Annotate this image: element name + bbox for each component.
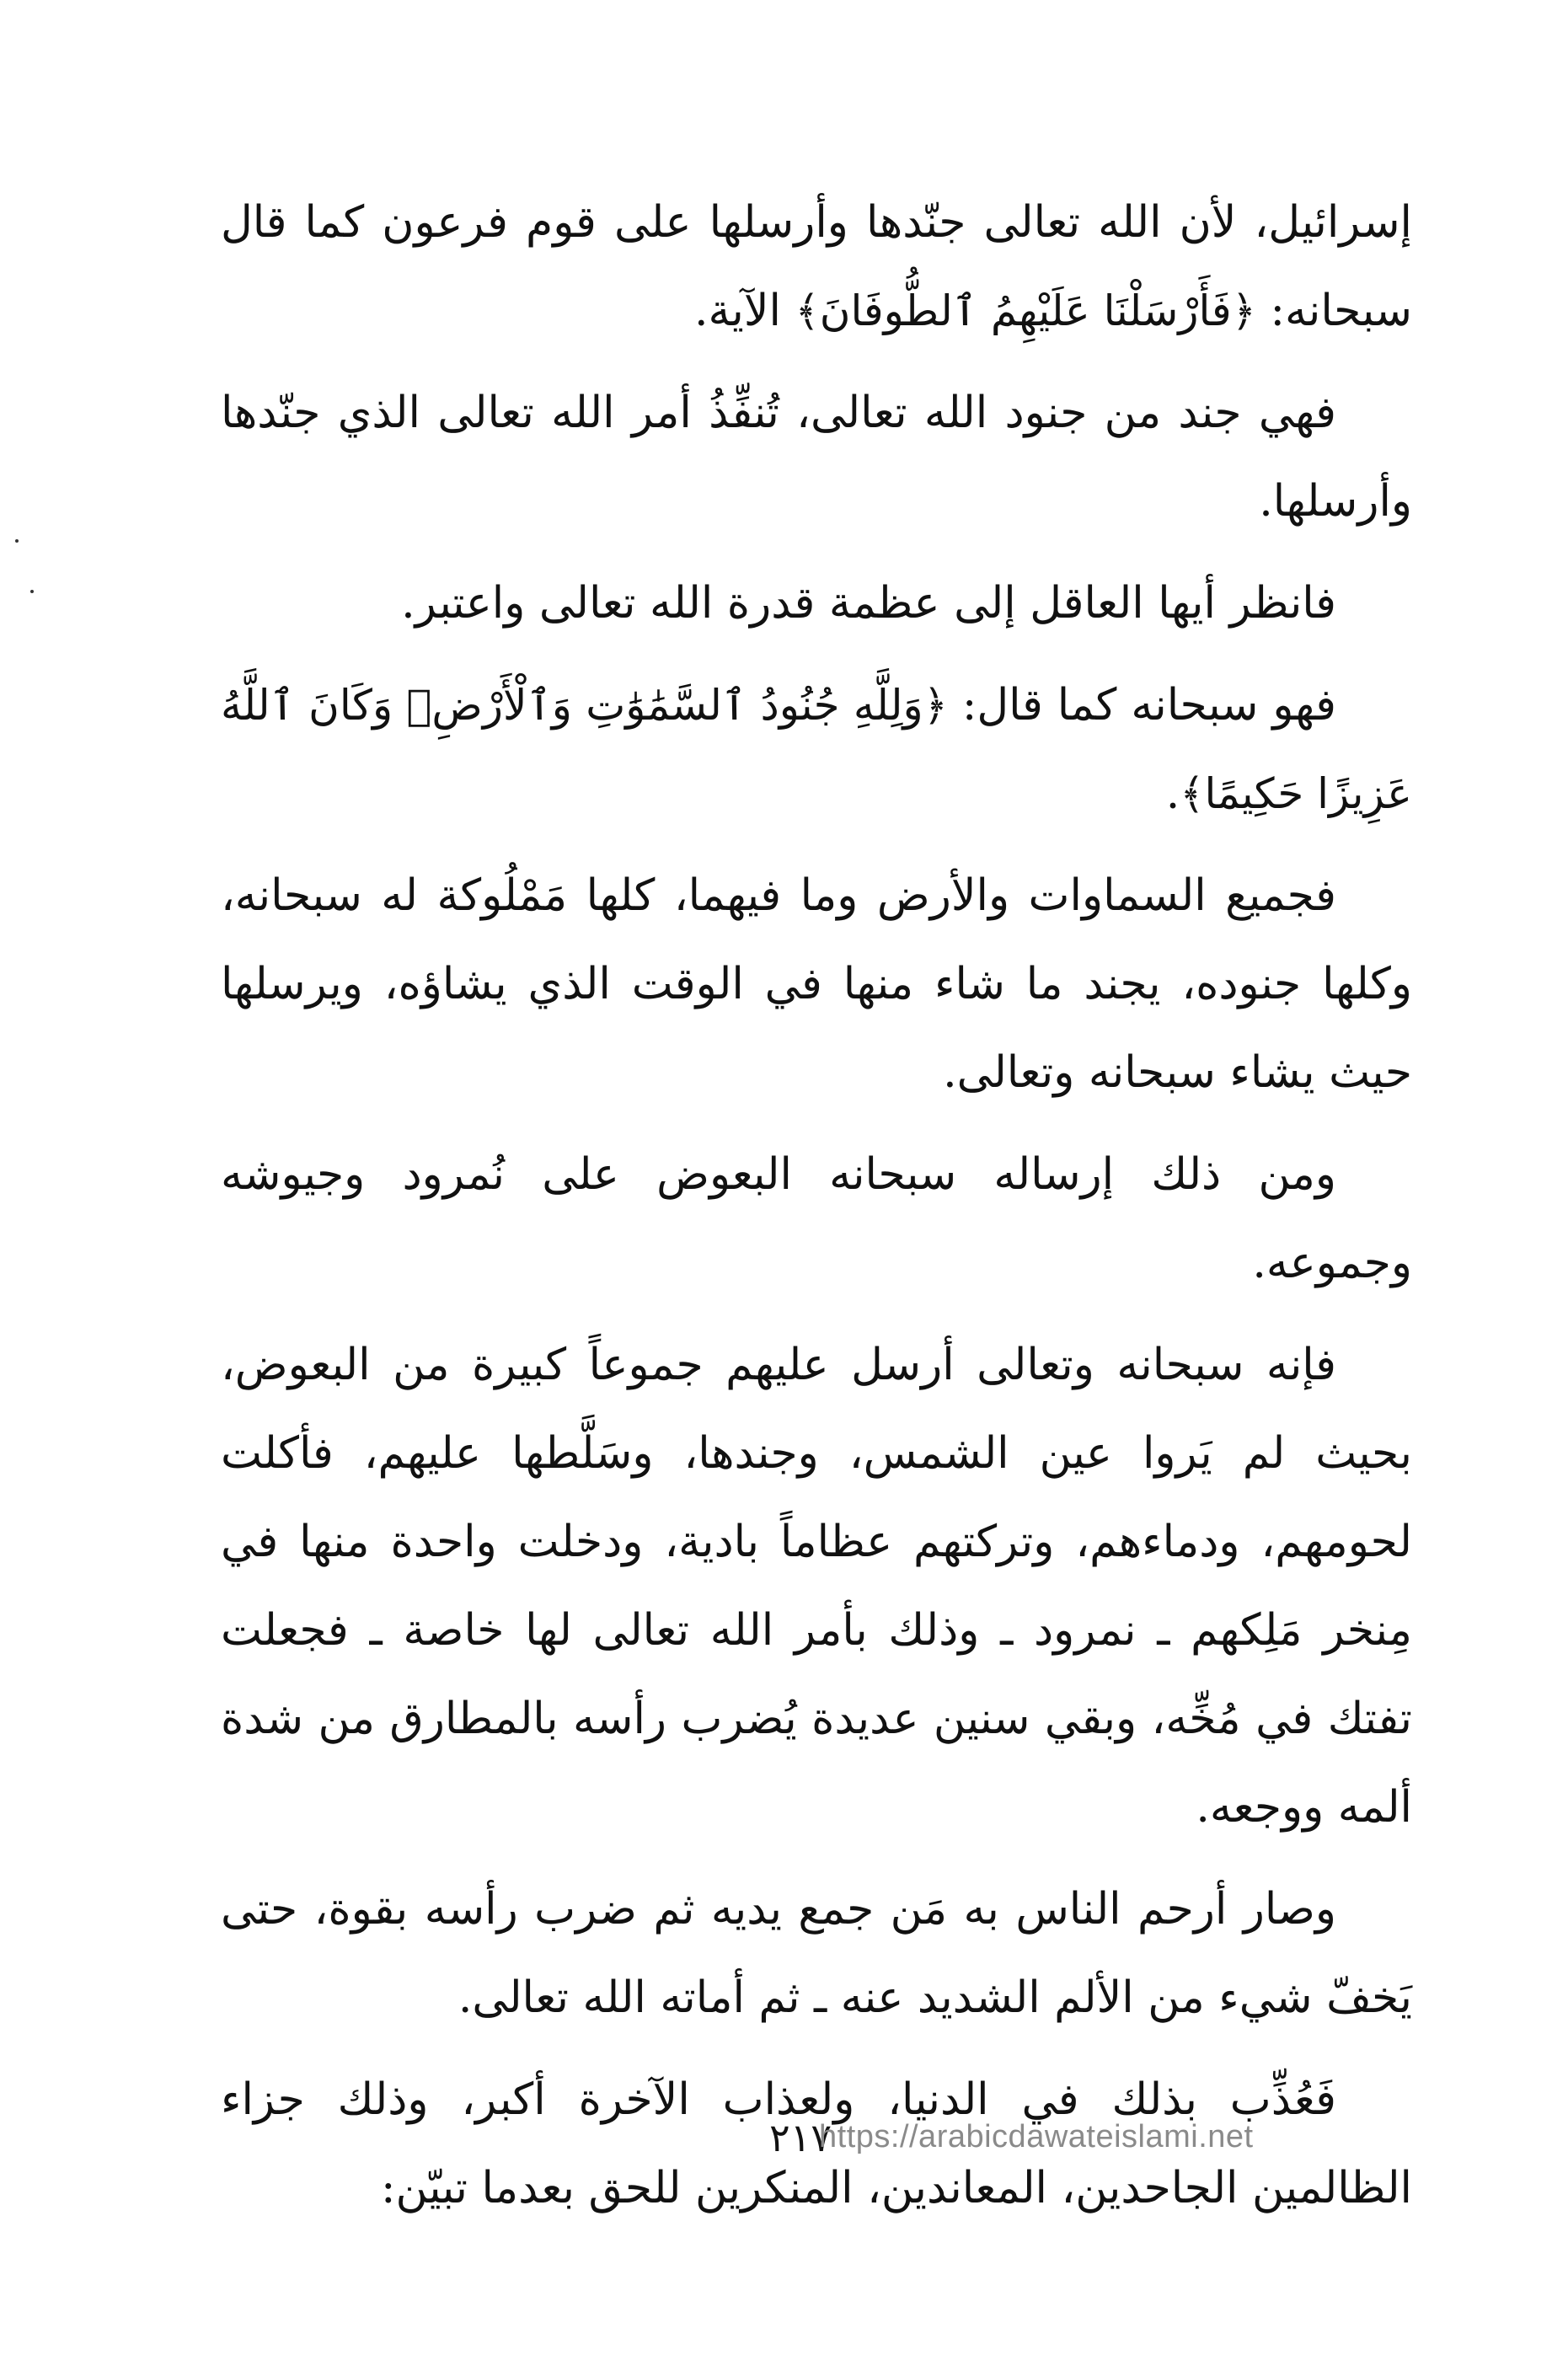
paragraph-8 [221,1865,1412,2042]
scan-speck [15,539,19,543]
page-number: ٢١٧ [768,2115,832,2160]
paragraph-2 [221,369,1412,546]
paragraph-1 [221,179,1412,356]
paragraph-text: فجميع السماوات والأرض وما فيهما، كلها مَمْلُوكة له سبحانه، وكلها جنوده، يجند ما شاء منها في الوقت الذي يشاؤه، ويرسلها حيث يشاء سبحانه وتعالى. [221,870,1412,1098]
paragraph-4 [221,661,1412,838]
paragraph-text: فهي جند من جنود الله تعالى، تُنفِّذُ أمر الله تعالى الذي جنّدها وأرسلها. [221,388,1412,527]
paragraph-text: فهو سبحانه كما قال: [947,680,1337,731]
paragraph-text: الآية. [693,286,795,336]
watermark-url: https://arabicdawateislami.net [819,2119,1254,2154]
paragraph-text: ومن ذلك إرساله سبحانه البعوض على نُمرود وجيوشه وجموعه. [221,1149,1412,1288]
quran-verse: ﴿وَلِلَّهِ جُنُودُ ٱلسَّمَٰوَٰتِ وَٱلْأَرْضِۚ وَكَانَ ٱللَّهُ عَزِيزًا حَكِيمًا﴾ [221,681,1412,818]
paragraph-5 [221,852,1412,1117]
paragraph-text: وصار أرحم الناس به مَن جمع يديه ثم ضرب رأسه بقوة، حتى يَخفّ شيء من الألم الشديد عنه ـ ثم أماته الله تعالى. [221,1884,1412,2023]
paragraph-text: إسرائيل، لأن الله تعالى جنّدها وأرسلها على قوم فرعون كما قال سبحانه: [221,197,1412,336]
paragraph-3 [221,559,1412,648]
quran-verse: ﴿فَأَرْسَلْنَا عَلَيْهِمُ ٱلطُّوفَانَ﴾ [795,286,1256,335]
scan-speck [30,590,34,593]
body-text [221,179,1412,2246]
paragraph-text: فإنه سبحانه وتعالى أرسل عليهم جموعاً كبيرة من البعوض، بحيث لم يَروا عين الشمس، وجندها، وسَلَّطها عليهم، فأكلت لحومهم، ودماءهم، وتركتهم عظاماً بادية، ودخلت واحدة منها في مِنخر مَلِكهم ـ نمرود ـ وذلك بأمر الله تعالى لها خاصة ـ فجعلت تفتك في مُخِّه، وبقي سنين عديدة يُضرب رأسه بالمطارق من شدة ألمه ووجعه. [221,1340,1412,1833]
paragraph-7 [221,1321,1412,1852]
paragraph-text: فانظر أيها العاقل إلى عظمة قدرة الله تعالى واعتبر. [401,578,1336,629]
paragraph-6 [221,1131,1412,1308]
paragraph-text: . [1165,768,1180,819]
paragraph-text: فَعُذِّب بذلك في الدنيا، ولعذاب الآخرة أكبر، وذلك جزاء الظالمين الجاحدين، المعاندين، المنكرين للحق بعدما تبيّن: [221,2074,1412,2213]
